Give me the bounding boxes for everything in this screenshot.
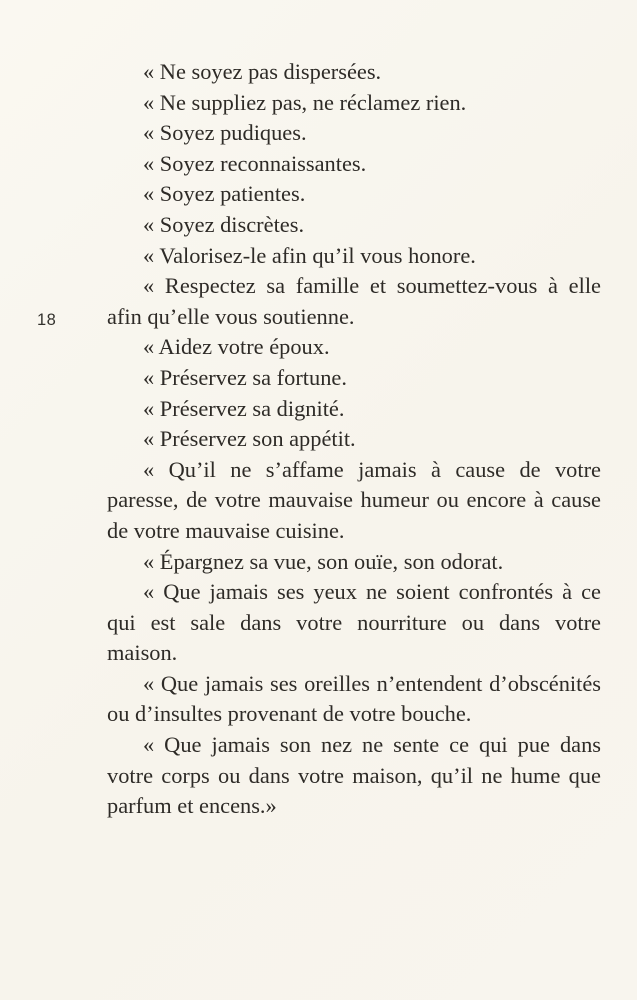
paragraph: « Respectez sa famille et soumettez-vous à elle afin qu’elle vous soutienne.	[107, 273, 601, 329]
paragraph: « Épargnez sa vue, son ouïe, son odorat.	[143, 548, 504, 574]
paragraph: « Soyez reconnaissantes.	[143, 150, 367, 176]
paragraph: « Valorisez-le afin qu’il vous honore.	[143, 242, 476, 268]
paragraph: « Préservez sa fortune.	[143, 364, 347, 390]
paragraph: « Que jamais ses oreilles n’entendent d’obscénités ou d’insultes provenant de votre bouche.	[107, 670, 601, 727]
paragraph: « Préservez sa dignité.	[143, 395, 345, 421]
paragraph: « Que jamais ses yeux ne soient confrontés à ce qui est sale dans votre nourriture ou dans votre maison.	[107, 579, 601, 666]
paragraph: « Soyez pudiques.	[143, 120, 307, 146]
page-text	[107, 57, 601, 822]
paragraph: « Que jamais son nez ne sente ce qui pue dans votre corps ou dans votre maison, qu’il ne hume que parfum et encens.»	[107, 732, 601, 819]
paragraph: « Ne soyez pas dispersées.	[143, 59, 382, 84]
paragraph: « Préservez son appétit.	[143, 426, 356, 452]
paragraph: « Soyez patientes.	[143, 181, 306, 207]
paragraph: « Ne suppliez pas, ne réclamez rien.	[143, 89, 467, 115]
paragraph: « Soyez discrètes.	[143, 211, 305, 237]
paragraph: « Aidez votre époux.	[143, 334, 330, 360]
page-number: 18	[37, 311, 57, 329]
paragraph: « Qu’il ne s’affame jamais à cause de votre paresse, de votre mauvaise humeur ou encore à cause de votre mauvaise cuisine.	[107, 456, 601, 543]
